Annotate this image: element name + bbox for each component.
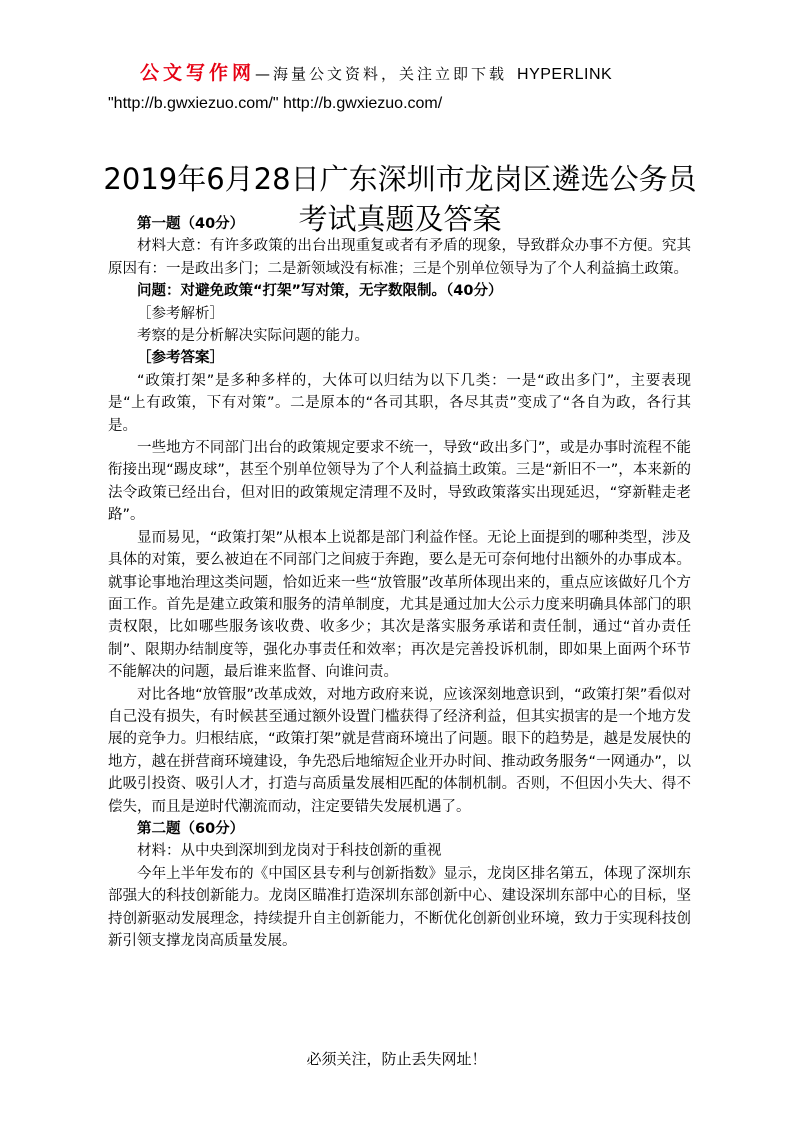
- paragraph: 对比各地“放管服”改革成效，对地方政府来说，应该深刻地意识到，“政策打架”看似对自己没有损失，有时候甚至通过额外设置门槛获得了经济利益，但其实损害的是一个地方发展的竞争力。归根结底，“政策打架”就是营商环境出了问题。眼下的趋势是，越是发展快的地方，越在拼营商环境建设，争先恐后地缩短企业开办时间、推动政务服务“一网通办”，以此吸引投资、吸引人才，打造与高质量发展相匹配的体制机制。否则，不但因小失大、得不偿失，而且是逆时代潮流而动，注定要错失发展机遇了。: [108, 686, 691, 815]
- header-url-line: [108, 95, 698, 113]
- paragraph: 考察的是分析解决实际问题的能力。: [137, 328, 369, 345]
- paragraph: 第一题（40分）: [137, 216, 245, 232]
- site-brand[interactable]: 公文写作网: [140, 62, 256, 84]
- site-url-link[interactable]: http://b.gwxiezuo.com/: [283, 95, 443, 112]
- paragraph: 材料大意：有许多政策的出台出现重复或者有矛盾的现象，导致群众办事不方便。究其原因有：一是政出多门；二是新领域没有标准；三是个别单位领导为了个人利益搞土政策。: [108, 238, 691, 277]
- paragraph: 显而易见，“政策打架”从根本上说都是部门利益作怪。无论上面提到的哪种类型，涉及具体的对策，要么被迫在不同部门之间疲于奔跑，要么是无可奈何地付出额外的办事成本。就事论事地治理这类问题，恰如近来一些“放管服”改革所体现出来的，重点应该做好几个方面工作。首先是建立政策和服务的清单制度，尤其是通过加大公示力度来明确具体部门的职责权限，比如哪些服务该收费、收多少；其次是落实服务承诺和责任制，通过“首办责任制”、限期办结制度等，强化办事责任和效率；再次是完善投诉机制，即如果上面两个环节不能解决的问题，最后谁来监督、向谁问责。: [108, 529, 691, 681]
- paragraph: 一些地方不同部门出台的政策规定要求不统一，导致“政出多门”，或是办事时流程不能衔接出现“踢皮球”，甚至个别单位领导为了个人利益搞土政策。三是“新旧不一”，本来新的法令政策已经出台，但对旧的政策规定清理不及时，导致政策落实出现延迟，“穿新鞋走老路”。: [108, 440, 691, 524]
- paragraph: 第二题（60分）: [137, 820, 245, 837]
- document-body: [108, 213, 691, 952]
- paragraph: ［参考答案］: [137, 350, 224, 367]
- url-quoted: "http://b.gwxiezuo.com/": [108, 95, 279, 112]
- paragraph: 今年上半年发布的《中国区县专利与创新指数》显示，龙岗区排名第五，体现了深圳东部强大的科技创新能力。龙岗区瞄准打造深圳东部创新中心、建设深圳东部中心的目标，坚持创新驱动发展理念，持续提升自主创新能力，不断优化创新创业环境，致力于实现科技创新引领支撑龙岗高质量发展。: [108, 865, 691, 949]
- header-banner: [140, 58, 700, 85]
- paragraph: ［参考解析］: [137, 305, 224, 322]
- document-title: 2019年6月28日广东深圳市龙岗区遴选公务员考试真题及答案: [103, 162, 697, 237]
- site-tagline: —海量公文资料，关注立即下载: [255, 65, 508, 83]
- paragraph: “政策打架”是多种多样的，大体可以归结为以下几类：一是“政出多门”，主要表现是“上有政策，下有对策”。二是原本的“各司其职，各尽其责”变成了“各自为政，各行其是。: [108, 372, 691, 434]
- paragraph: 材料：从中央到深圳到龙岗对于科技创新的重视: [137, 843, 442, 860]
- paragraph: 问题：对避免政策“打架”写对策，无字数限制。（40分）: [137, 283, 503, 300]
- hyperlink-word: HYPERLINK: [517, 66, 613, 83]
- page-footer: 必须关注，防止丢失网址！: [306, 1050, 487, 1068]
